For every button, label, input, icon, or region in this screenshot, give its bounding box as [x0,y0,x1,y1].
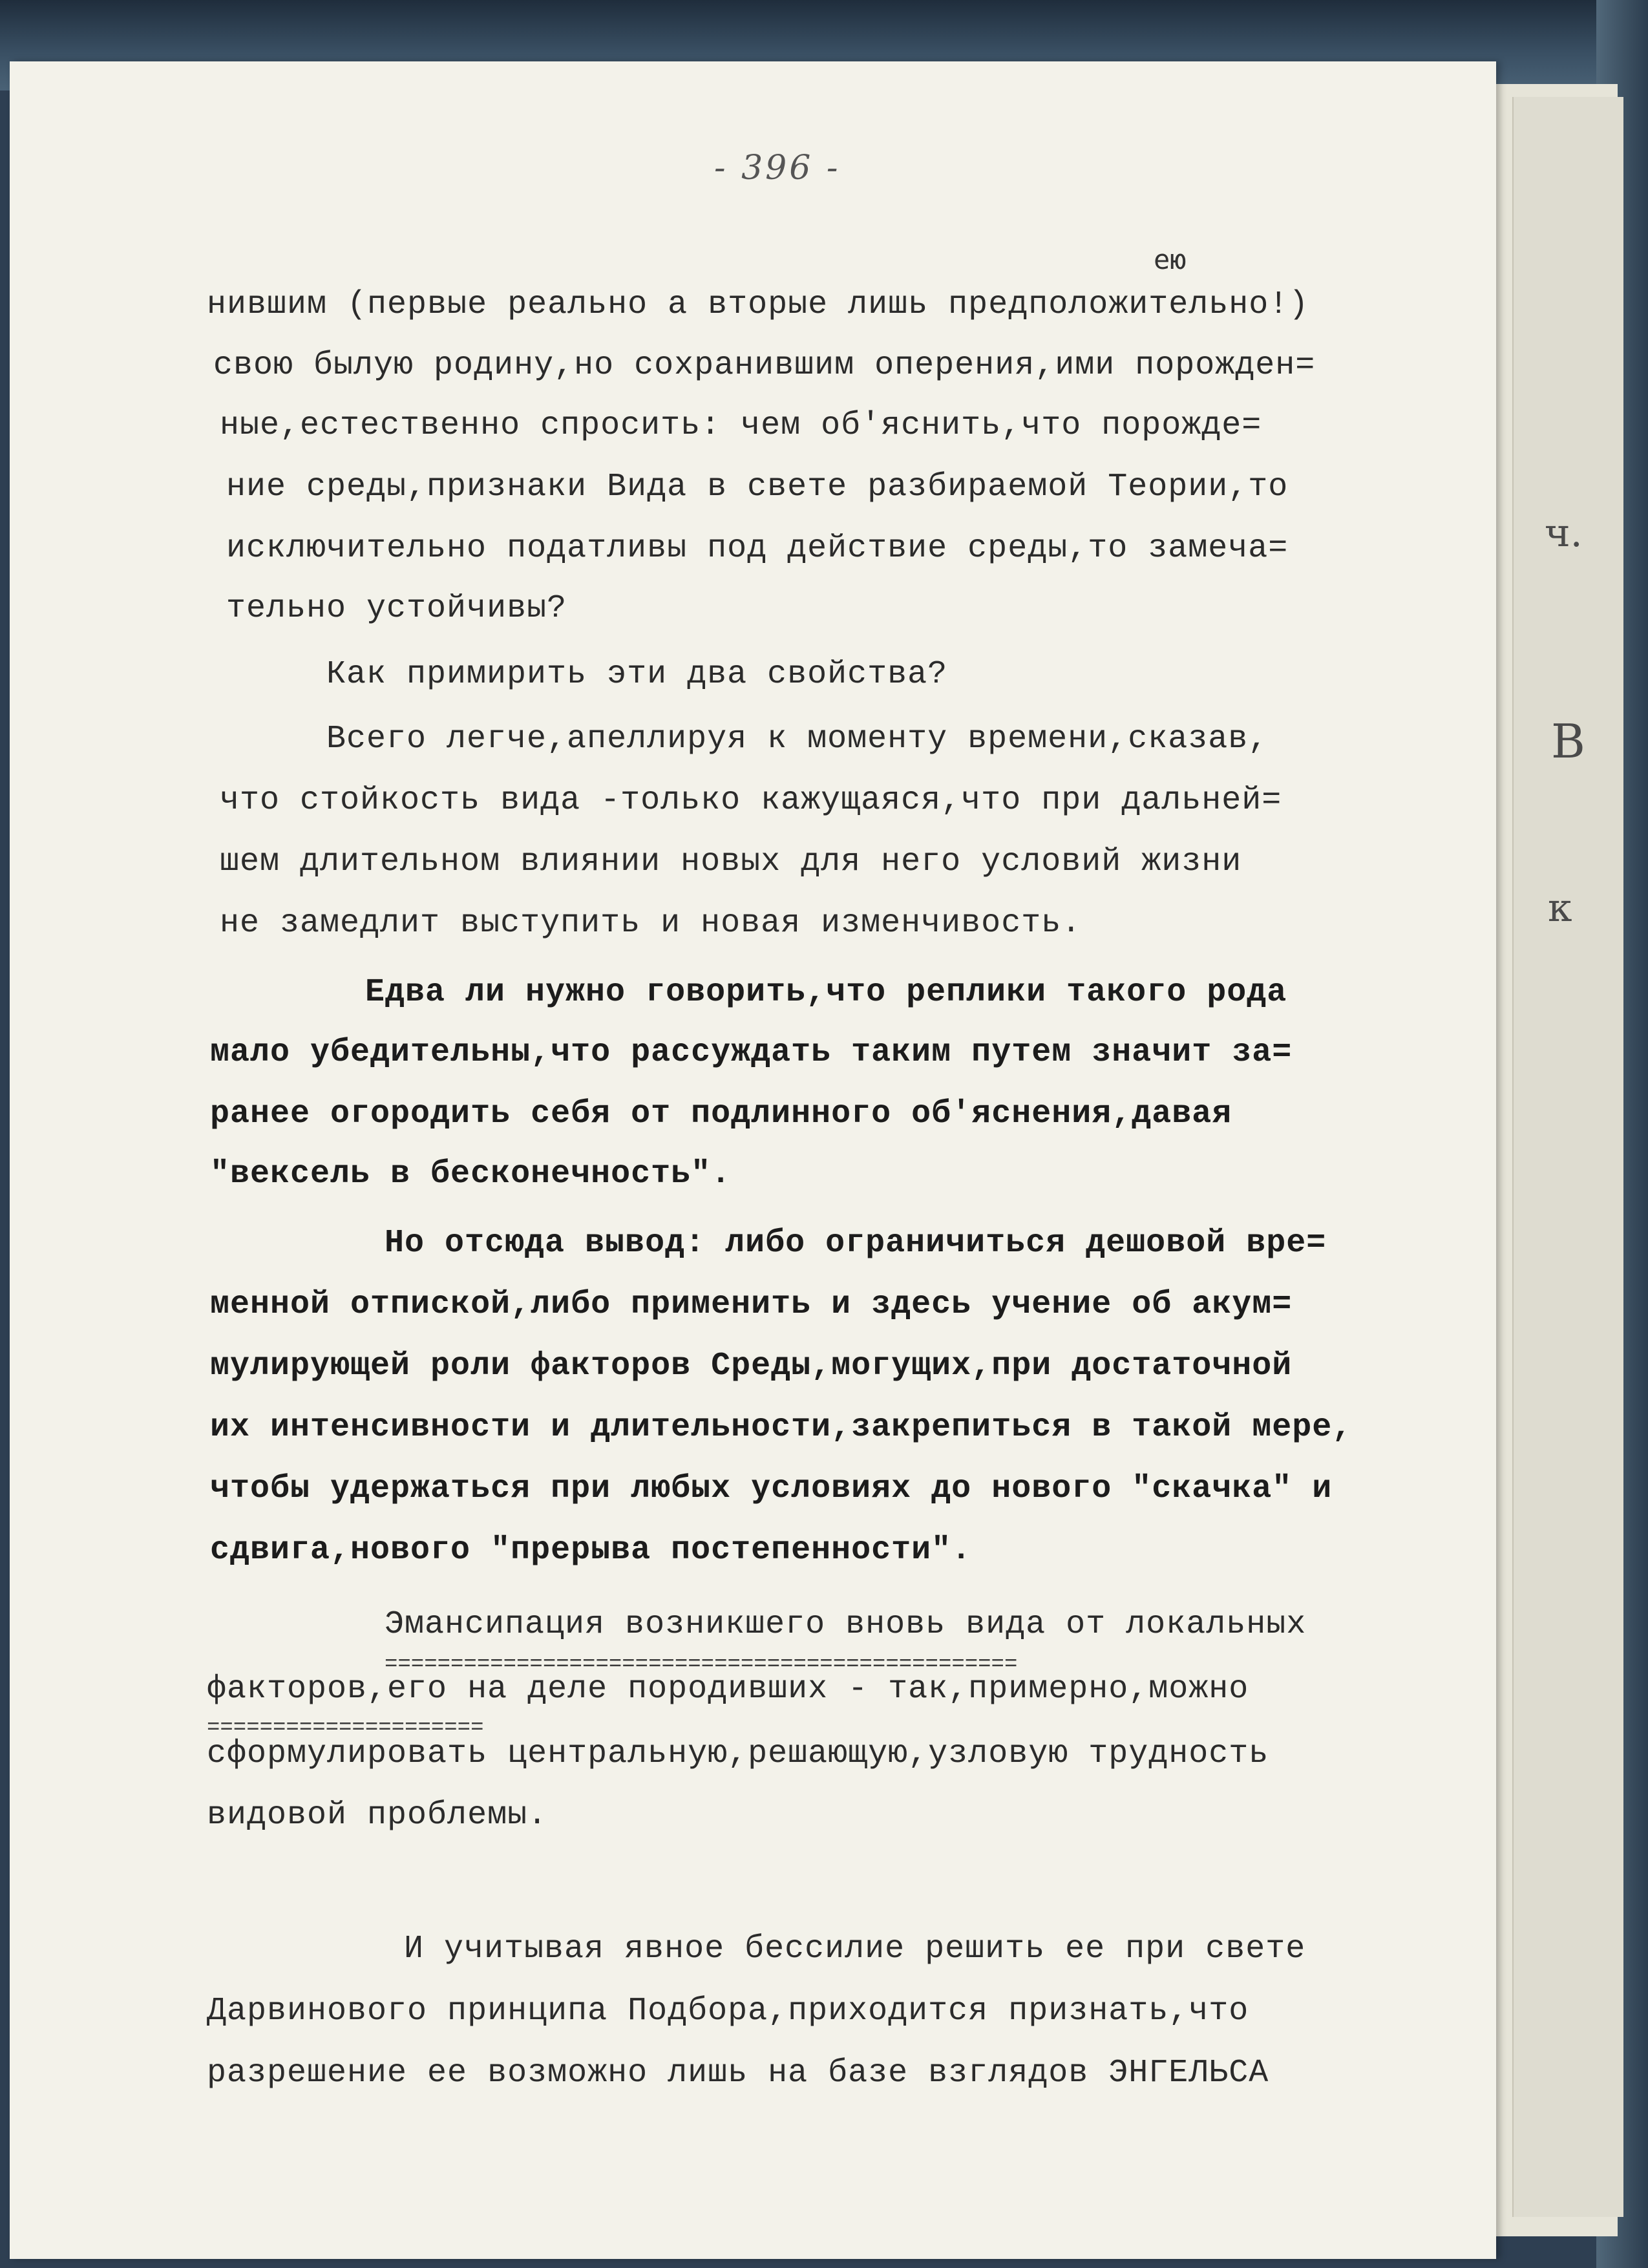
text-line: ранее огородить себя от подлинного об'яснения,давая [210,1096,1232,1132]
margin-mark-3: к [1548,885,1572,931]
text-line: Дарвинового принципа Подбора,приходится признать,что [207,1993,1249,2030]
double-underline: ===================== [207,1716,484,1741]
text-line: тельно устойчивы? [226,590,567,627]
text-line: свою былую родину,но сохранившим оперения,ими порожден= [213,347,1316,384]
text-line: менной отпиской,либо применить и здесь учение об акум= [210,1286,1293,1323]
text-line: не замедлит выступить и новая изменчивость. [220,905,1082,942]
text-line: Эмансипация возникшего вновь вида от локальных [385,1606,1307,1643]
text-line: что стойкость вида -только кажущаяся,что при дальней= [220,782,1282,819]
text-line: сформулировать центральную,решающую,узловую трудность [207,1735,1269,1772]
margin-mark-1: ч. [1545,511,1583,556]
text-line: Всего легче,апеллируя к моменту времени,сказав, [326,721,1269,758]
text-line: сдвига,нового "прерыва постепенности". [210,1532,972,1569]
text-line: Но отсюда вывод: либо ограничиться дешовой вре= [385,1225,1327,1262]
text-line: Как примирить эти два свойства? [326,656,948,693]
text-line: чтобы удержаться при любых условиях до нового "скачка" и [210,1470,1333,1507]
text-line: разрешение ее возможно лишь на базе взглядов ЭНГЕЛЬСА [207,2055,1269,2092]
text-line: ные,естественно спросить: чем об'яснить,что порожде= [220,407,1262,444]
page-number: - 396 - [714,149,841,187]
text-line: нившим (первые реально а вторые лишь предположительно!) [207,286,1309,323]
text-line: видовой проблемы. [207,1797,548,1834]
text-line: мулирующей роли факторов Среды,могущих,при достаточной [210,1348,1293,1384]
text-line: шем длительном влиянии новых для него условий жизни [220,843,1242,880]
text-line: факторов,его на деле породивших - так,примерно,можно [207,1671,1249,1708]
text-line: И учитывая явное бессилие решить ее при свете [404,1931,1306,1967]
text-line: исключительно податливы под действие среды,то замеча= [226,530,1289,567]
double-underline: ================================================ [385,1653,1018,1677]
underlying-sheet-back [1512,97,1623,2217]
text-line: мало убедительны,что рассуждать таким путем значит за= [210,1034,1293,1071]
typewritten-page [10,61,1496,2259]
text-line: "вексель в бесконечность". [210,1156,732,1192]
text-line: их интенсивности и длительности,закрепиться в такой мере, [210,1409,1353,1446]
text-line: ние среды,признаки Вида в свете разбираемой Теории,то [226,469,1289,505]
typed-insertion: ею [1154,244,1187,275]
margin-mark-2: В [1551,714,1585,768]
text-line: Едва ли нужно говорить,что реплики такого рода [365,974,1287,1011]
